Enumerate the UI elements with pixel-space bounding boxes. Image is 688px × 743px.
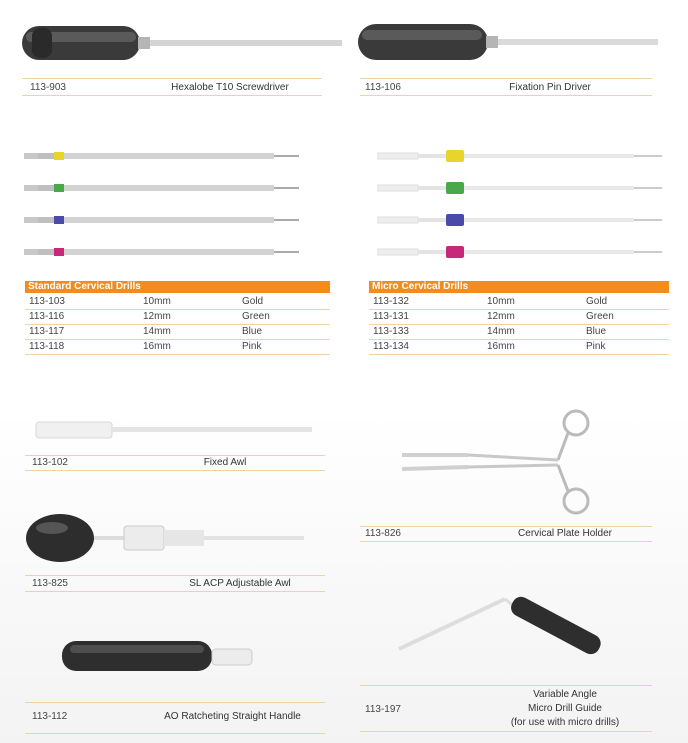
micro-length: 12mm [487, 311, 515, 322]
plate-holder-image [398, 405, 598, 515]
drill-part [38, 249, 54, 255]
standard-length: 10mm [143, 296, 171, 307]
micro-drills-title: Micro Cervical Drills [369, 281, 669, 293]
micro-color: Gold [586, 296, 608, 307]
drill-part [464, 250, 634, 254]
standard-drills-image [24, 145, 304, 265]
micro-row [369, 309, 669, 325]
standard-code: 113-103 [29, 296, 65, 307]
drill-guide-name [490, 688, 640, 730]
drill-part [38, 217, 54, 223]
ratcheting-handle-name: AO Ratcheting Straight Handle [164, 711, 301, 722]
drill-part [24, 153, 38, 159]
drill-part [464, 218, 634, 222]
drill-part [64, 217, 274, 223]
screwdriver-image [22, 18, 342, 68]
fixed-awl-code: 113-102 [32, 457, 68, 468]
drill-part [464, 154, 634, 158]
micro-color: Pink [586, 341, 606, 352]
ratcheting-handle-code: 113-112 [32, 711, 68, 722]
adjustable-awl-image [24, 512, 304, 572]
drill-part [38, 185, 54, 191]
ratcheting-handle-image [62, 637, 262, 677]
standard-row [25, 294, 330, 310]
standard-drills-title: Standard Cervical Drills [25, 281, 330, 293]
drill-part [24, 217, 38, 223]
standard-length: 12mm [143, 311, 171, 322]
standard-length: 14mm [143, 326, 171, 337]
drill-part [446, 182, 464, 194]
drill-part [64, 185, 274, 191]
drill-part [64, 249, 274, 255]
standard-code: 113-118 [29, 341, 65, 352]
plate-holder-name: Cervical Plate Holder [518, 528, 612, 539]
standard-color: Pink [242, 341, 262, 352]
drill-guide-name-line2: Micro Drill Guide [528, 703, 602, 714]
standard-color: Gold [242, 296, 264, 307]
pin-driver-code: 113-106 [365, 82, 401, 93]
micro-row [369, 324, 669, 340]
drill-part [54, 152, 64, 160]
micro-length: 10mm [487, 296, 515, 307]
drill-part [64, 153, 274, 159]
micro-row [369, 294, 669, 310]
fixed-awl-image [36, 418, 316, 448]
drill-part [418, 218, 446, 222]
standard-row [25, 324, 330, 340]
pin-driver-name: Fixation Pin Driver [509, 82, 591, 93]
micro-code: 113-132 [373, 296, 409, 307]
drill-guide-code: 113-197 [365, 704, 401, 715]
drill-part [418, 186, 446, 190]
fixed-awl-name: Fixed Awl [203, 457, 247, 468]
drill-part [464, 186, 634, 190]
drill-part [446, 214, 464, 226]
standard-color: Green [242, 311, 270, 322]
micro-drills-image [378, 145, 668, 265]
drill-part [446, 150, 464, 162]
drill-part [418, 250, 446, 254]
micro-color: Green [586, 311, 614, 322]
drill-part [54, 184, 64, 192]
pin-driver-image [358, 16, 658, 66]
drill-guide-name-line3: (for use with micro drills) [510, 717, 620, 728]
drill-part [54, 216, 64, 224]
drill-part [378, 217, 418, 223]
micro-length: 14mm [487, 326, 515, 337]
drill-guide-image [395, 585, 615, 665]
drill-guide-name-line1: Variable Angle [533, 689, 597, 700]
micro-row [369, 339, 669, 355]
micro-code: 113-131 [373, 311, 409, 322]
screwdriver-name: Hexalobe T10 Screwdriver [171, 82, 289, 93]
adjustable-awl-code: 113-825 [32, 578, 68, 589]
micro-length: 16mm [487, 341, 515, 352]
screwdriver-code: 113-903 [30, 82, 66, 93]
micro-code: 113-133 [373, 326, 409, 337]
drill-part [24, 185, 38, 191]
plate-holder-code: 113-826 [365, 528, 401, 539]
standard-row [25, 339, 330, 355]
standard-code: 113-117 [29, 326, 65, 337]
drill-part [446, 246, 464, 258]
standard-code: 113-116 [29, 311, 65, 322]
micro-color: Blue [586, 326, 607, 337]
drill-part [378, 249, 418, 255]
adjustable-awl-name: SL ACP Adjustable Awl [189, 578, 291, 589]
drill-part [418, 154, 446, 158]
standard-row [25, 309, 330, 325]
standard-color: Blue [242, 326, 263, 337]
standard-length: 16mm [143, 341, 171, 352]
drill-part [54, 248, 64, 256]
micro-code: 113-134 [373, 341, 409, 352]
drill-part [24, 249, 38, 255]
drill-part [38, 153, 54, 159]
drill-part [378, 153, 418, 159]
drill-part [378, 185, 418, 191]
